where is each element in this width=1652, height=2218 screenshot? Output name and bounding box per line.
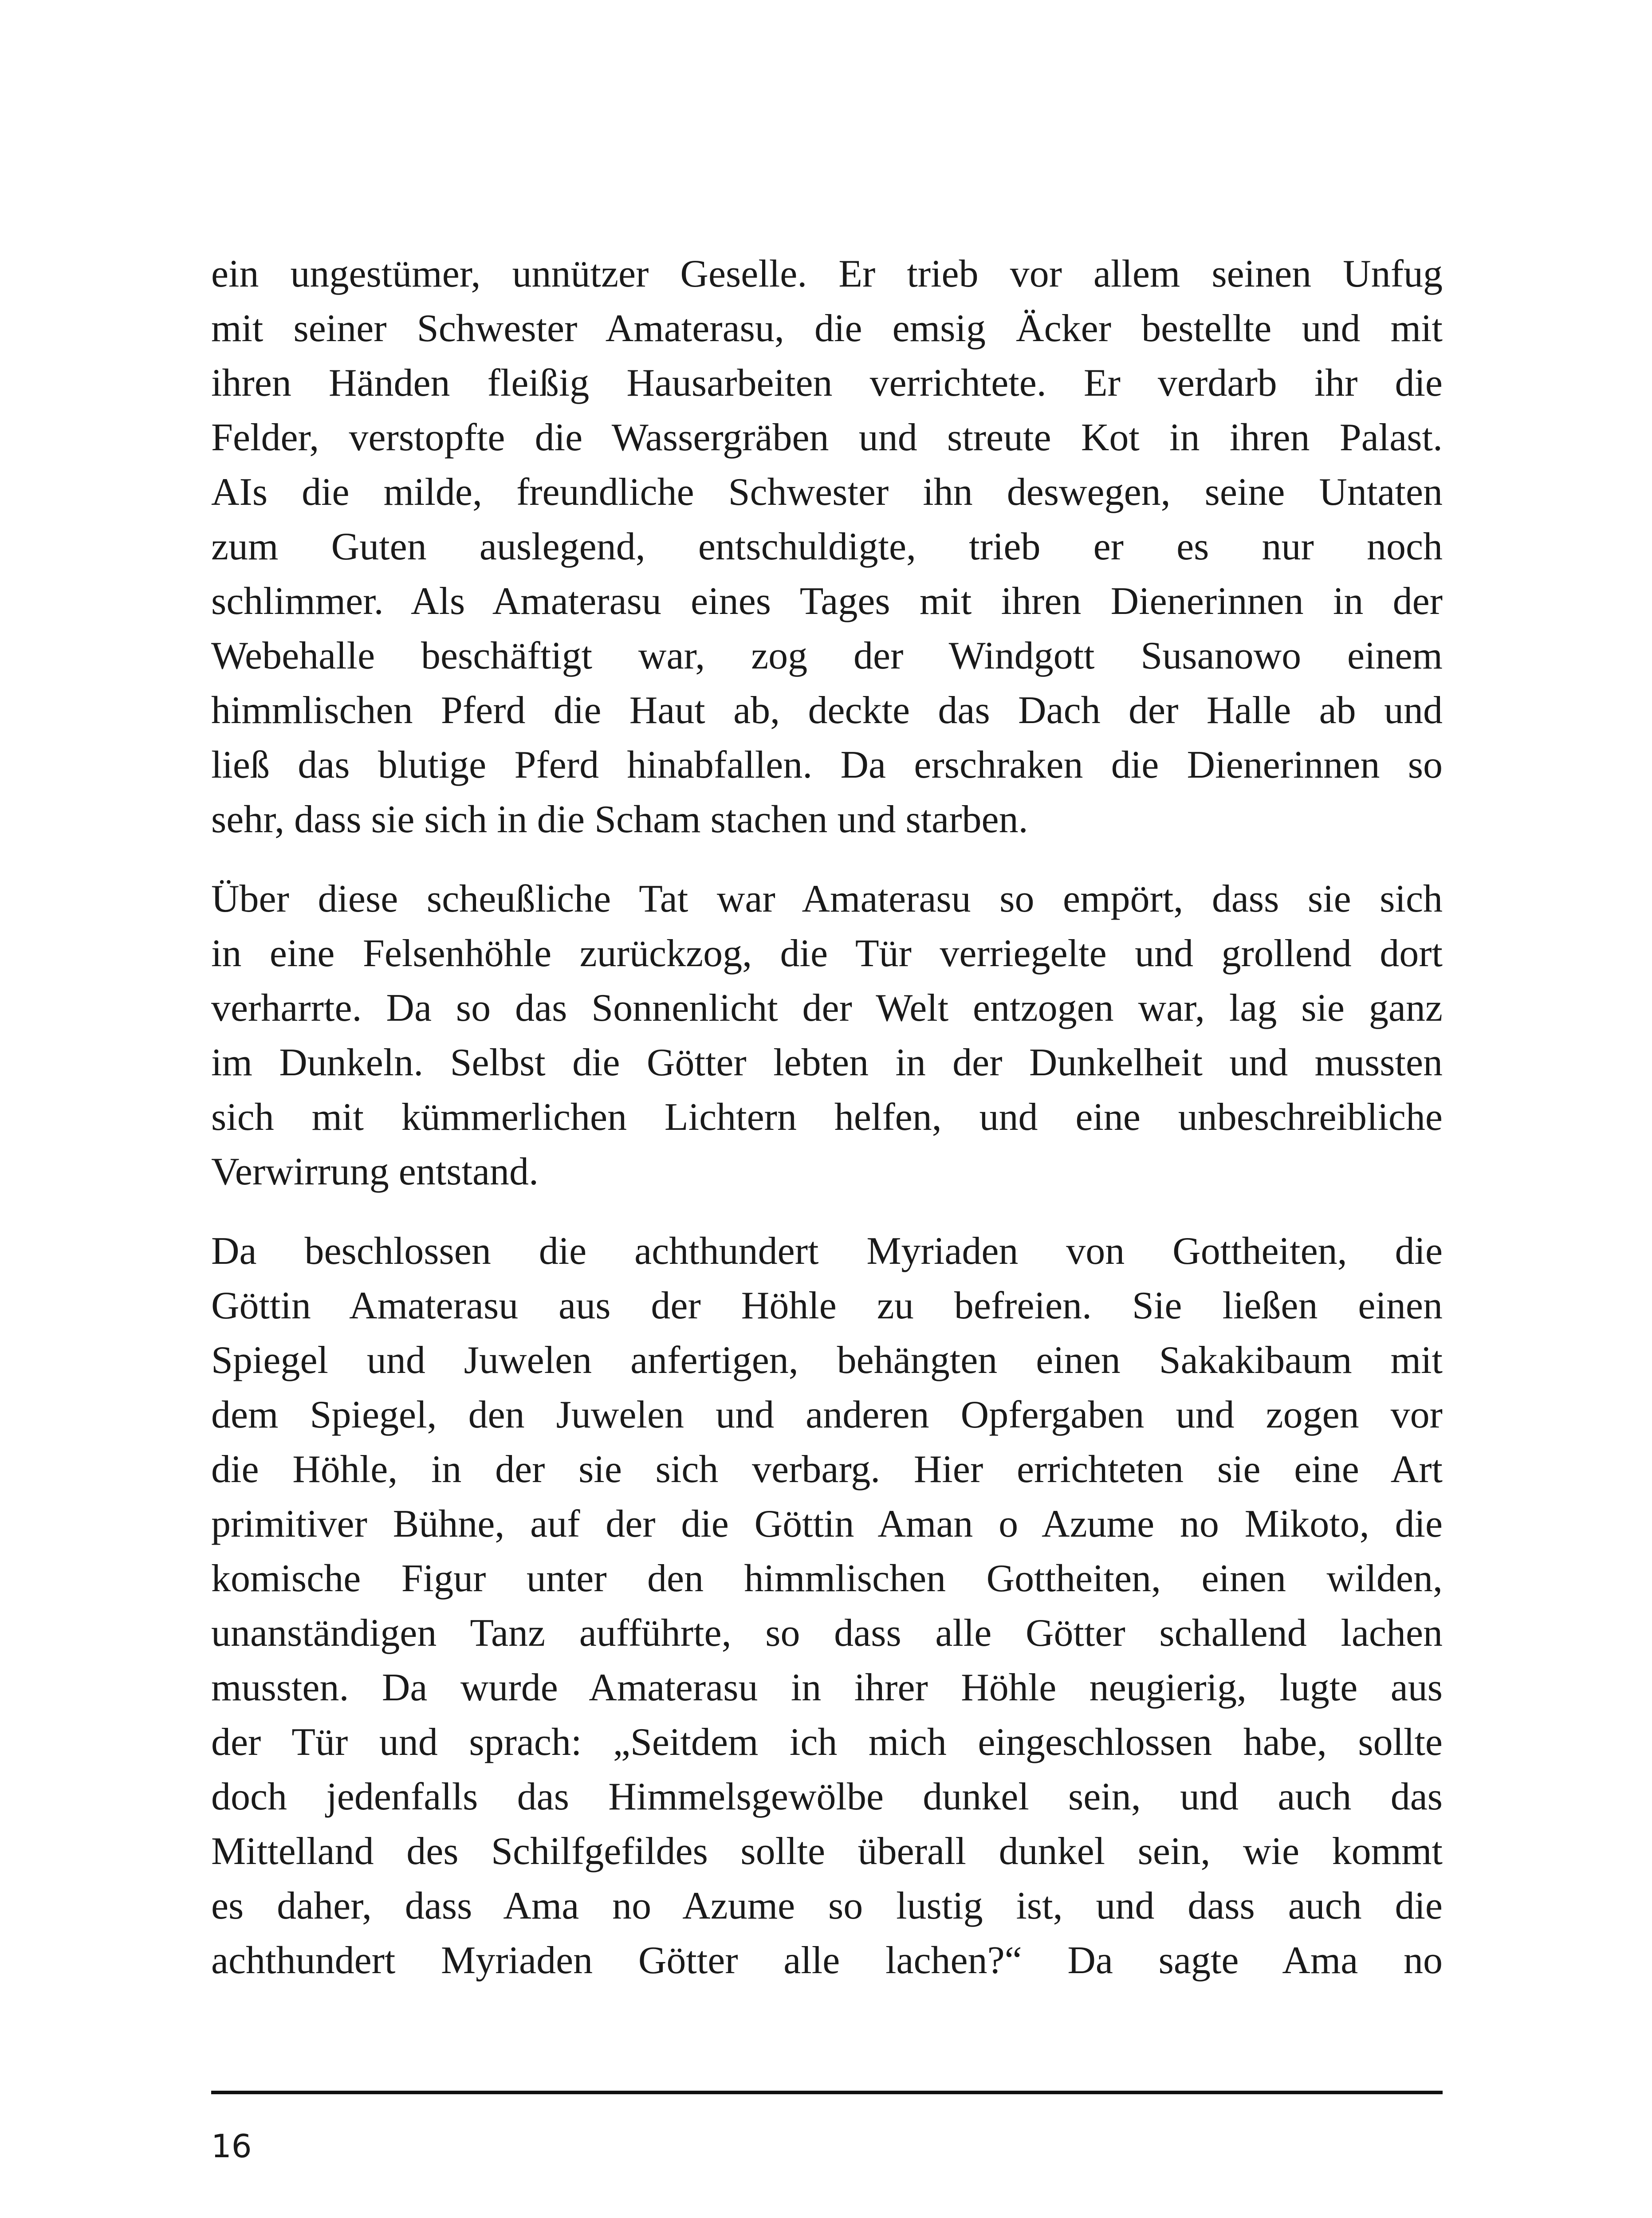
paragraph: [211, 1224, 1443, 1988]
text-line: doch jedenfalls das Himmelsgewölbe dunkel sein, und auch das: [211, 1775, 1443, 1818]
text-line: zum Guten auslegend, entschuldigte, trieb er es nur noch: [211, 525, 1443, 568]
text-line: in eine Felsenhöhle zurückzog, die Tür verriegelte und grollend dort: [211, 932, 1443, 975]
text-line: mussten. Da wurde Amaterasu in ihrer Höhle neugierig, lugte aus: [211, 1666, 1443, 1709]
text-line: achthundert Myriaden Götter alle lachen?“ Da sagte Ama no: [211, 1939, 1443, 1982]
footer-rule: [211, 2091, 1443, 2094]
body-text: [211, 247, 1443, 2013]
text-line: sehr, dass sie sich in die Scham stachen und starben.: [211, 798, 1028, 841]
text-line: Über diese scheußliche Tat war Amaterasu so empört, dass sie sich: [211, 877, 1443, 920]
text-line: im Dunkeln. Selbst die Götter lebten in der Dunkelheit und mussten: [211, 1041, 1443, 1084]
text-line: die Höhle, in der sie sich verbarg. Hier errichteten sie eine Art: [211, 1448, 1443, 1491]
text-line: ließ das blutige Pferd hinabfallen. Da erschraken die Dienerinnen so: [211, 743, 1443, 787]
text-line: Webehalle beschäftigt war, zog der Windgott Susanowo einem: [211, 634, 1443, 677]
paragraph: [211, 247, 1443, 847]
text-line: himmlischen Pferd die Haut ab, deckte das Dach der Halle ab und: [211, 689, 1443, 732]
text-line: mit seiner Schwester Amaterasu, die emsig Äcker bestellte und mit: [211, 307, 1443, 350]
page-number: 16: [211, 2128, 252, 2165]
text-line: AIs die milde, freundliche Schwester ihn deswegen, seine Untaten: [211, 471, 1443, 514]
text-line: schlimmer. Als Amaterasu eines Tages mit ihren Dienerinnen in der: [211, 580, 1443, 623]
text-line: Verwirrung entstand.: [211, 1150, 539, 1193]
text-line: ihren Händen fleißig Hausarbeiten verrichtete. Er verdarb ihr die: [211, 362, 1443, 405]
text-line: komische Figur unter den himmlischen Gottheiten, einen wilden,: [211, 1557, 1443, 1600]
text-line: Mittelland des Schilfgefildes sollte überall dunkel sein, wie kommt: [211, 1830, 1443, 1873]
text-line: primitiver Bühne, auf der die Göttin Aman o Azume no Mikoto, die: [211, 1502, 1443, 1546]
text-line: der Tür und sprach: „Seitdem ich mich eingeschlossen habe, sollte: [211, 1721, 1443, 1764]
text-line: ein ungestümer, unnützer Geselle. Er trieb vor allem seinen Unfug: [211, 252, 1443, 295]
text-line: sich mit kümmerlichen Lichtern helfen, und eine unbeschreibliche: [211, 1096, 1443, 1139]
text-line: es daher, dass Ama no Azume so lustig ist, und dass auch die: [211, 1884, 1443, 1927]
text-line: Göttin Amaterasu aus der Höhle zu befreien. Sie ließen einen: [211, 1284, 1443, 1327]
paragraph: [211, 872, 1443, 1199]
text-line: Spiegel und Juwelen anfertigen, behängten einen Sakakibaum mit: [211, 1339, 1443, 1382]
text-line: Felder, verstopfte die Wassergräben und streute Kot in ihren Palast.: [211, 416, 1443, 459]
text-line: dem Spiegel, den Juwelen und anderen Opfergaben und zogen vor: [211, 1393, 1443, 1436]
text-line: Da beschlossen die achthundert Myriaden von Gottheiten, die: [211, 1230, 1443, 1273]
text-line: verharrte. Da so das Sonnenlicht der Welt entzogen war, lag sie ganz: [211, 987, 1443, 1030]
text-line: unanständigen Tanz aufführte, so dass alle Götter schallend lachen: [211, 1612, 1443, 1655]
